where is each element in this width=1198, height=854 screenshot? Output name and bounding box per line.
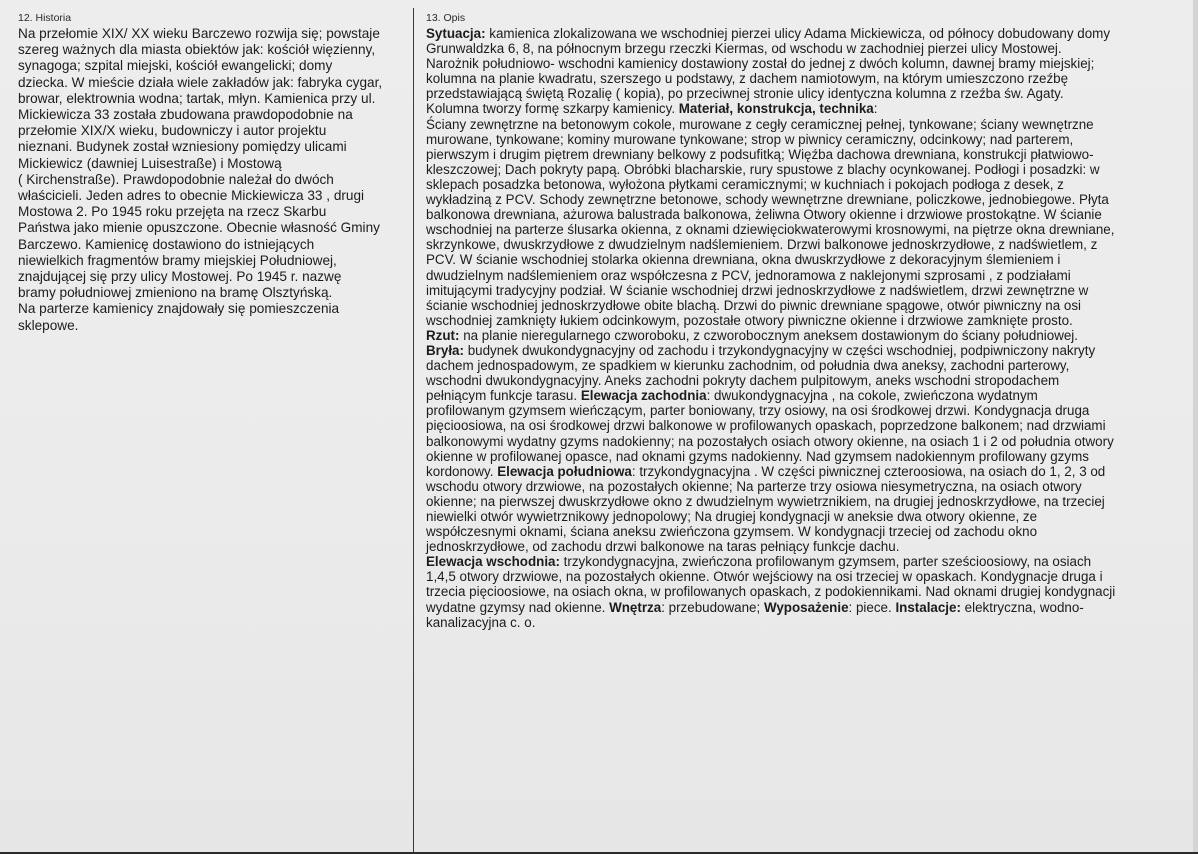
scan-edge xyxy=(1193,0,1198,854)
description-fragment: PCV. W ścianie wschodniej stolarka okienna drewniana, okna dwuskrzydłowe z dekoracyjnym ślemieniem i xyxy=(426,252,1061,268)
description-line xyxy=(426,268,1186,283)
description-line xyxy=(426,343,1186,358)
history-line: ( Kirchenstraße). Prawdopodobnie należał do dwóch xyxy=(18,171,334,187)
history-column xyxy=(18,12,398,334)
description-line xyxy=(426,147,1186,162)
description-fragment: Ściany zewnętrzne na betonowym cokole, murowane z cegły ceramicznej pełnej, tynkowane; ściany wewnętrzne xyxy=(426,116,1094,132)
history-line: właścicieli. Jeden adres to obecnie Mickiewicza 33 , drugi xyxy=(18,188,365,204)
description-fragment: wschodu otwory drzwiowe, na pozostałych okienne; Na parterze trzy osiowa niesymetryczna, na osiach otwory xyxy=(426,478,1082,494)
description-fragment: okienne; na pierwszej dwuskrzydłowe okno z dwudzielnym wywietrznikiem, na drugiej jednoskrzydłowe, na trzeciej xyxy=(426,493,1105,509)
history-line: Barczewo. Kamienicę dostawiono do istniejących xyxy=(18,236,315,252)
history-line: Mickiewicz (dawniej Luisestraße) i Mostową xyxy=(18,155,282,171)
description-line xyxy=(426,132,1186,147)
description-line xyxy=(426,434,1186,449)
description-fragment: trzykondygnacyjna, zwieńczona profilowanym gzymsem, parter sześcioosiowy, na osiach xyxy=(559,554,1092,570)
description-line xyxy=(426,449,1186,464)
description-line xyxy=(426,479,1186,494)
description-fragment: pięcioosiowa, na osi środkowej drzwi balkonowe w profilowanych opaskach, poprzedzone balkonem; nad drzwiami xyxy=(426,418,1106,434)
description-fragment: wydatne gzymsy nad okienne. xyxy=(426,599,610,615)
description-line xyxy=(426,373,1186,388)
history-line: Na parterze kamienicy znajdowały się pomieszczenia xyxy=(18,301,340,317)
description-fragment: : dwukondygnacyjna , na cokole, zwieńczona wydatnym xyxy=(706,388,1038,404)
description-fragment: niewielki otwór wywietrznikowy jednopolowy; Na drugiej kondygnacji w aneksie dwa otwory okienne, ze xyxy=(426,509,1038,524)
description-fragment: balkonowa drewniana, ażurowa balustrada balkonowa, żeliwna Otwory okienne i drzwiowe prostokątne. W ścianie xyxy=(426,207,1102,223)
description-line xyxy=(426,298,1186,313)
description-fragment: Narożnik południowo- wschodni kamienicy dostawiony został do jednej z dwóch kolumn, dawnej bramy miejskiej; xyxy=(426,56,1095,72)
description-fragment: wschodni dwukondygnacyjny. Aneks zachodni pokryty dachem pulpitowym, aneks wschodni stropodachem xyxy=(426,373,1060,389)
description-fragment: imitującymi tradycyjny podział. W ścianie wschodniej drzwi jednoskrzydłowe z nadświetlem, drzwi zewnętrzne w xyxy=(426,282,1089,298)
history-line: Mostowa 2. Po 1945 roku przejęta na rzecz Skarbu xyxy=(18,204,327,220)
description-fragment: sklepach posadzka betonowa, wyłożona płytkami ceramicznymi; w kuchniach i pokojach podłoga z desek, z xyxy=(426,176,1064,192)
description-fragment: jednoskrzydłowe, od zachodu drzwi balkonowe na taras pełniący funkcje dachu. xyxy=(426,539,900,555)
history-line: dziecka. W mieście działa wiele zakładów jak: fabryka cygar, xyxy=(18,74,383,90)
description-fragment: wykładziną z PCV. Schody zewnętrzne betonowe, schody wewnętrzne drewniane, policzkowe, jednobiegowe. Płyta xyxy=(426,192,1109,208)
section-label: Wnętrza xyxy=(609,599,662,615)
description-fragment: pełniącym funkcje tarasu. xyxy=(426,388,581,404)
description-line xyxy=(426,358,1186,373)
history-line: przełomie XIX/X wieku, budowniczy i autor projektu xyxy=(18,123,327,139)
description-line xyxy=(426,569,1186,584)
description-fragment: 1,4,5 otwory drzwiowe, na pozostałych okienne. Otwór wejściowy na osi trzeciej w opaskach. Kondygnacje druga i xyxy=(426,569,1103,585)
description-fragment: współczesnymi oknami, ściana aneksu zwieńczona gzymsem. W kondygnacji trzeciej od zachodu okno xyxy=(426,524,1038,540)
description-fragment: wschodniej na parterze ślusarka okienna, z oknami dziewięciokwaterowymi krosnowymi, na piętrze okna drewniane, xyxy=(426,222,1115,238)
description-fragment: okienne w profilowanej opasce, nad oknami gzyms nadokienny. Nad gzymsem nadokiennym profilowany gzyms xyxy=(426,448,1089,464)
description-line xyxy=(426,26,1186,41)
description-line xyxy=(426,554,1186,569)
description-line xyxy=(426,222,1186,237)
description-fragment: profilowanym gzymsem wieńczącym, parter boniowany, trzy osiowy, na osi środkowej drzwi. Kondygnacja druga xyxy=(426,403,1090,419)
history-line: synagoga; szpital miejski, kościół ewangelicki; domy xyxy=(18,58,333,74)
description-fragment: elektryczna, wodno- xyxy=(960,599,1084,615)
description-line xyxy=(426,464,1186,479)
description-line xyxy=(426,328,1186,343)
history-line: bramy południowej zmieniono na bramę Olsztyńską. xyxy=(18,285,333,301)
description-fragment: przedstawiającą świętą Rozalię ( kopia), po przeciwnej stronie ulicy identyczna kolumna z rzeźba św. Agaty. xyxy=(426,86,1064,102)
description-line xyxy=(426,313,1186,328)
section-label: Rzut: xyxy=(426,327,460,343)
description-fragment: budynek dwukondygnacyjny od zachodu i trzykondygnacyjny w części wschodniej, podpiwniczony nakryty xyxy=(463,342,1096,358)
history-heading: 12. Historia xyxy=(18,12,72,24)
history-line: znajdującej się przy ulicy Mostowej. Po 1945 r. nazwę xyxy=(18,269,342,285)
description-fragment: pierwszym i drugim piętrem drewniany belkowy z podsufitką; Więźba dachowa drewniana, konstrukcji płatwiowo- xyxy=(426,146,1094,162)
description-fragment: dachem jednospadowym, ze spadkiem w kierunku zachodnim, od południa dwa aneksy, zachodni parterowy, xyxy=(426,358,1070,374)
history-line: szereg ważnych dla miasta obiektów jak: kościół więzienny, xyxy=(18,42,376,58)
history-text xyxy=(18,26,398,334)
description-fragment: na planie nieregularnego czworoboku, z czworobocznym aneksem dostawionym do ściany południowej. xyxy=(459,327,1079,343)
description-fragment: : piece. xyxy=(848,599,896,615)
history-line: Państwa jako mienie opuszczone. Obecnie własność Gminy xyxy=(18,220,380,236)
description-fragment: : trzykondygnacyjna . W części piwnicznej czteroosiowa, na osiach do 1, 2, 3 od xyxy=(631,463,1106,479)
history-line: browar, elektrownia wodna; tartak, młyn. Kamienica przy ul. xyxy=(18,90,376,106)
history-line: Na przełomie XIX/ XX wieku Barczewo rozwija się; powstaje xyxy=(18,26,380,41)
description-line xyxy=(426,192,1186,207)
section-label: Wyposażenie xyxy=(763,599,849,615)
description-line xyxy=(426,418,1186,433)
description-fragment: ścianie wschodniej jednoskrzydłowe obite blachą. Drzwi do piwnic drewniane spągowe, otwór piwniczny na osi xyxy=(426,297,1081,313)
description-line xyxy=(426,207,1186,222)
description-fragment: : przebudowane; xyxy=(661,599,764,615)
description-line xyxy=(426,494,1186,509)
description-line xyxy=(426,584,1186,599)
history-line: niewielkich fragmentów bramy miejskiej Południowej, xyxy=(18,252,337,268)
history-line: sklepowe. xyxy=(18,317,79,333)
description-text xyxy=(426,26,1186,630)
description-line xyxy=(426,524,1186,539)
description-line xyxy=(426,162,1186,177)
description-fragment: kamienica zlokalizowana we wschodniej pierzei ulicy Adama Mickiewicza, od północy dobudowany domy xyxy=(485,26,1111,41)
description-line xyxy=(426,41,1186,56)
description-line xyxy=(426,615,1186,630)
section-label: Instalacje: xyxy=(895,599,961,615)
description-fragment: trzecia pięcioosiowe, na osiach okna, w profilowanych opaskach, z podokiennikami. Nad oknami drugiej kondygnacji xyxy=(426,584,1116,600)
description-line xyxy=(426,509,1186,524)
description-line xyxy=(426,283,1186,298)
description-column xyxy=(426,12,1186,630)
description-line xyxy=(426,86,1186,101)
description-fragment: kanalizacyjna c. o. xyxy=(426,614,536,630)
description-line xyxy=(426,71,1186,86)
description-line xyxy=(426,539,1186,554)
description-fragment: kordonowy. xyxy=(426,463,498,479)
section-label: Elewacja południowa xyxy=(497,463,632,479)
description-line xyxy=(426,403,1186,418)
description-fragment: : xyxy=(873,101,878,117)
description-fragment: Kolumna tworzy formę szkarpy kamienicy. xyxy=(426,101,679,117)
description-fragment: skrzynkowe, dwuskrzydłowe z dwudzielnym nadślemieniem. Drzwi balkonowe jednoskrzydłowe, z nadświetlem, z xyxy=(426,237,1098,253)
description-line xyxy=(426,117,1186,132)
section-label: Bryła: xyxy=(426,342,464,358)
column-divider xyxy=(413,8,414,854)
description-line xyxy=(426,56,1186,71)
description-line xyxy=(426,177,1186,192)
section-label: Sytuacja: xyxy=(426,26,486,41)
description-line xyxy=(426,388,1186,403)
history-line: Mickiewicza 33 została zbudowana prawdopodobnie na xyxy=(18,107,353,123)
section-label: Materiał, konstrukcja, technika xyxy=(678,101,874,117)
description-fragment: dwudzielnym nadślemieniem oraz współczesna z PCV, jednoramowa z naklejonymi szprosami , z podziałami xyxy=(426,267,1071,283)
description-heading: 13. Opis xyxy=(426,12,466,24)
description-line xyxy=(426,600,1186,615)
description-fragment: kleszczowej; Dach pokryty papą. Obróbki blacharskie, rury spustowe z blachy ocynkowanej. Podłogi i posadzki: w xyxy=(426,161,1100,177)
section-label: Elewacja wschodnia: xyxy=(426,554,560,570)
section-label: Elewacja zachodnia xyxy=(580,388,707,404)
history-line: nieznani. Budynek został wzniesiony pomiędzy ulicami xyxy=(18,139,347,155)
description-fragment: wschodniej zamknięty łukiem odcinkowym, pozostałe otwory piwniczne okienne i drzwiowe zamknięte prosto. xyxy=(426,312,1073,328)
description-fragment: kolumna na planie kwadratu, szerszego u podstawy, z dachem namiotowym, na którym umieszczono rzeźbę xyxy=(426,71,1069,87)
description-fragment: balkonowymi wydatny gzyms nadokienny; na pozostałych osiach otwory okienne, na osiach 1 i 2 od południa otwory xyxy=(426,433,1114,449)
description-line xyxy=(426,101,1186,116)
description-line xyxy=(426,237,1186,252)
description-fragment: Grunwaldzka 6, 8, na północnym brzegu rzeczki Kiermas, od wschodu w zachodniej pierzei ulicy Mostowej. xyxy=(426,41,1062,57)
description-fragment: murowane, tynkowane; kominy murowane tynkowane; strop w piwnicy ceramiczny, odcinkowy; nad parterem, xyxy=(426,131,1074,147)
description-line xyxy=(426,252,1186,267)
